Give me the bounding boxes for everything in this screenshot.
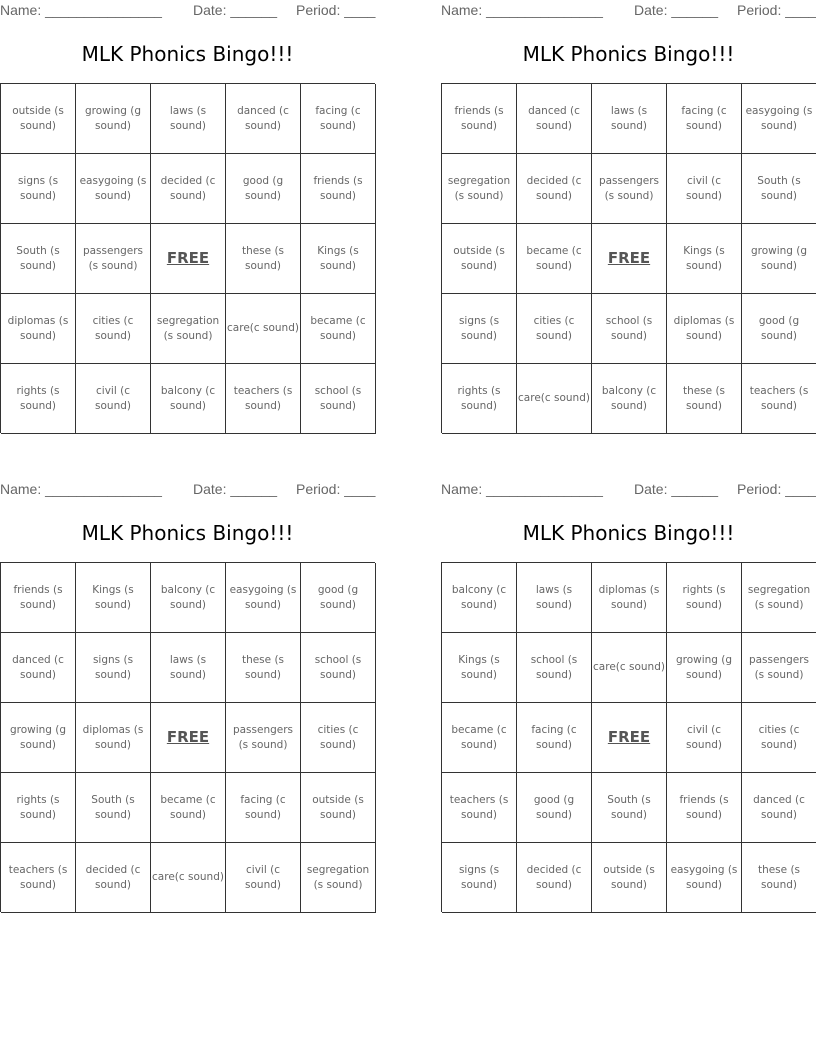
bingo-cell[interactable]: these (s sound)	[667, 364, 742, 434]
name-field-label[interactable]: Name: _______________	[441, 2, 603, 18]
bingo-cell[interactable]: good (g sound)	[301, 563, 376, 633]
bingo-cell[interactable]: South (s sound)	[76, 773, 151, 843]
name-field-label[interactable]: Name: _______________	[0, 2, 162, 18]
bingo-cell[interactable]: passengers (s sound)	[742, 633, 816, 703]
bingo-cell[interactable]: cities (c sound)	[301, 703, 376, 773]
bingo-cell[interactable]: segregation (s sound)	[442, 154, 517, 224]
free-space[interactable]: FREE	[151, 703, 226, 773]
bingo-cell[interactable]: these (s sound)	[742, 843, 816, 913]
bingo-cell[interactable]: signs (s sound)	[1, 154, 76, 224]
bingo-cell[interactable]: diplomas (s sound)	[592, 563, 667, 633]
bingo-cell[interactable]: outside (s sound)	[442, 224, 517, 294]
bingo-card-4	[441, 479, 816, 891]
bingo-cell[interactable]: growing (g sound)	[76, 84, 151, 154]
bingo-cell[interactable]: signs (s sound)	[442, 294, 517, 364]
bingo-cell[interactable]: facing (c sound)	[301, 84, 376, 154]
free-space[interactable]: FREE	[592, 224, 667, 294]
bingo-cell[interactable]: danced (c sound)	[742, 773, 816, 843]
bingo-cell[interactable]: Kings (s sound)	[76, 563, 151, 633]
date-field-label[interactable]: Date: ______	[193, 2, 278, 18]
bingo-cell[interactable]: became (c sound)	[151, 773, 226, 843]
date-field-label[interactable]: Date: ______	[193, 481, 278, 497]
bingo-card-3	[0, 479, 376, 891]
bingo-cell[interactable]: balcony (c sound)	[151, 364, 226, 434]
card-title: MLK Phonics Bingo!!!	[522, 42, 735, 66]
bingo-cell[interactable]: easygoing (s sound)	[742, 84, 816, 154]
bingo-cell[interactable]: diplomas (s sound)	[1, 294, 76, 364]
bingo-cell[interactable]: growing (g sound)	[742, 224, 816, 294]
bingo-cell[interactable]: easygoing (s sound)	[76, 154, 151, 224]
bingo-cell[interactable]: teachers (s sound)	[442, 773, 517, 843]
bingo-cell[interactable]: diplomas (s sound)	[76, 703, 151, 773]
bingo-cell[interactable]: outside (s sound)	[1, 84, 76, 154]
bingo-cell[interactable]: school (s sound)	[517, 633, 592, 703]
bingo-cell[interactable]: civil (c sound)	[667, 154, 742, 224]
bingo-cell[interactable]: laws (s sound)	[151, 633, 226, 703]
bingo-cell[interactable]: care(c sound)	[151, 843, 226, 913]
bingo-cell[interactable]: cities (c sound)	[742, 703, 816, 773]
bingo-grid	[441, 562, 816, 912]
name-field-label[interactable]: Name: _______________	[0, 481, 162, 497]
bingo-cell[interactable]: Kings (s sound)	[442, 633, 517, 703]
bingo-cell[interactable]: school (s sound)	[301, 633, 376, 703]
bingo-cell[interactable]: growing (g sound)	[1, 703, 76, 773]
bingo-cell[interactable]: these (s sound)	[226, 224, 301, 294]
bingo-cell[interactable]: Kings (s sound)	[301, 224, 376, 294]
free-space[interactable]: FREE	[151, 224, 226, 294]
bingo-cell[interactable]: segregation (s sound)	[301, 843, 376, 913]
bingo-cell[interactable]: rights (s sound)	[1, 364, 76, 434]
bingo-grid	[0, 562, 375, 912]
bingo-cell[interactable]: passengers (s sound)	[592, 154, 667, 224]
bingo-cell[interactable]: friends (s sound)	[1, 563, 76, 633]
bingo-cell[interactable]: civil (c sound)	[667, 703, 742, 773]
bingo-cell[interactable]: diplomas (s sound)	[667, 294, 742, 364]
bingo-cell[interactable]: danced (c sound)	[1, 633, 76, 703]
bingo-cell[interactable]: good (g sound)	[742, 294, 816, 364]
bingo-cell[interactable]: cities (c sound)	[517, 294, 592, 364]
bingo-cell[interactable]: rights (s sound)	[667, 563, 742, 633]
bingo-cell[interactable]: balcony (c sound)	[442, 563, 517, 633]
bingo-cell[interactable]: passengers (s sound)	[226, 703, 301, 773]
bingo-cell[interactable]: decided (c sound)	[76, 843, 151, 913]
bingo-cell[interactable]: balcony (c sound)	[151, 563, 226, 633]
bingo-cell[interactable]: segregation (s sound)	[742, 563, 816, 633]
bingo-cell[interactable]: laws (s sound)	[517, 563, 592, 633]
bingo-cell[interactable]: friends (s sound)	[667, 773, 742, 843]
bingo-cell[interactable]: outside (s sound)	[592, 843, 667, 913]
bingo-cell[interactable]: good (g sound)	[517, 773, 592, 843]
free-space[interactable]: FREE	[592, 703, 667, 773]
card-title: MLK Phonics Bingo!!!	[522, 521, 735, 545]
period-field-label[interactable]: Period: ____	[296, 481, 376, 497]
bingo-cell[interactable]: school (s sound)	[592, 294, 667, 364]
bingo-cell[interactable]: rights (s sound)	[1, 773, 76, 843]
bingo-cell[interactable]: balcony (c sound)	[592, 364, 667, 434]
bingo-cell[interactable]: laws (s sound)	[592, 84, 667, 154]
bingo-cell[interactable]: decided (c sound)	[517, 154, 592, 224]
bingo-cell[interactable]: care(c sound)	[226, 294, 301, 364]
bingo-cell[interactable]: teachers (s sound)	[226, 364, 301, 434]
period-field-label[interactable]: Period: ____	[737, 481, 816, 497]
student-info-line	[0, 479, 375, 501]
bingo-cell[interactable]: decided (c sound)	[151, 154, 226, 224]
bingo-card-2	[441, 0, 816, 412]
bingo-cell[interactable]: became (c sound)	[517, 224, 592, 294]
card-title: MLK Phonics Bingo!!!	[81, 521, 294, 545]
bingo-cell[interactable]: segregation (s sound)	[151, 294, 226, 364]
bingo-cell[interactable]: danced (c sound)	[226, 84, 301, 154]
name-field-label[interactable]: Name: _______________	[441, 481, 603, 497]
bingo-cell[interactable]: facing (c sound)	[667, 84, 742, 154]
bingo-cell[interactable]: laws (s sound)	[151, 84, 226, 154]
student-info-line	[441, 479, 816, 501]
bingo-cell[interactable]: civil (c sound)	[226, 843, 301, 913]
bingo-cell[interactable]: good (g sound)	[226, 154, 301, 224]
bingo-cell[interactable]: facing (c sound)	[517, 703, 592, 773]
bingo-cell[interactable]: growing (g sound)	[667, 633, 742, 703]
bingo-cell[interactable]: care(c sound)	[592, 633, 667, 703]
bingo-cell[interactable]: South (s sound)	[1, 224, 76, 294]
bingo-cell[interactable]: signs (s sound)	[76, 633, 151, 703]
date-field-label[interactable]: Date: ______	[634, 481, 719, 497]
bingo-cell[interactable]: these (s sound)	[226, 633, 301, 703]
bingo-cell[interactable]: danced (c sound)	[517, 84, 592, 154]
student-info-line	[0, 0, 375, 22]
bingo-cell[interactable]: decided (c sound)	[517, 843, 592, 913]
bingo-cell[interactable]: school (s sound)	[301, 364, 376, 434]
date-field-label[interactable]: Date: ______	[634, 2, 719, 18]
bingo-cell[interactable]: became (c sound)	[442, 703, 517, 773]
bingo-cell[interactable]: South (s sound)	[592, 773, 667, 843]
bingo-cell[interactable]: friends (s sound)	[442, 84, 517, 154]
bingo-grid	[0, 83, 375, 433]
bingo-cell[interactable]: Kings (s sound)	[667, 224, 742, 294]
student-info-line	[441, 0, 816, 22]
bingo-card-1	[0, 0, 376, 412]
bingo-cell[interactable]: facing (c sound)	[226, 773, 301, 843]
bingo-cell[interactable]: passengers (s sound)	[76, 224, 151, 294]
bingo-cell[interactable]: outside (s sound)	[301, 773, 376, 843]
bingo-cell[interactable]: teachers (s sound)	[742, 364, 816, 434]
period-field-label[interactable]: Period: ____	[296, 2, 376, 18]
card-title: MLK Phonics Bingo!!!	[81, 42, 294, 66]
bingo-cell[interactable]: easygoing (s sound)	[226, 563, 301, 633]
bingo-cell[interactable]: friends (s sound)	[301, 154, 376, 224]
bingo-cell[interactable]: cities (c sound)	[76, 294, 151, 364]
bingo-cell[interactable]: signs (s sound)	[442, 843, 517, 913]
bingo-grid	[441, 83, 816, 433]
bingo-cell[interactable]: civil (c sound)	[76, 364, 151, 434]
bingo-cell[interactable]: rights (s sound)	[442, 364, 517, 434]
bingo-cell[interactable]: teachers (s sound)	[1, 843, 76, 913]
bingo-cell[interactable]: became (c sound)	[301, 294, 376, 364]
period-field-label[interactable]: Period: ____	[737, 2, 816, 18]
bingo-cell[interactable]: care(c sound)	[517, 364, 592, 434]
bingo-cell[interactable]: easygoing (s sound)	[667, 843, 742, 913]
bingo-cell[interactable]: South (s sound)	[742, 154, 816, 224]
